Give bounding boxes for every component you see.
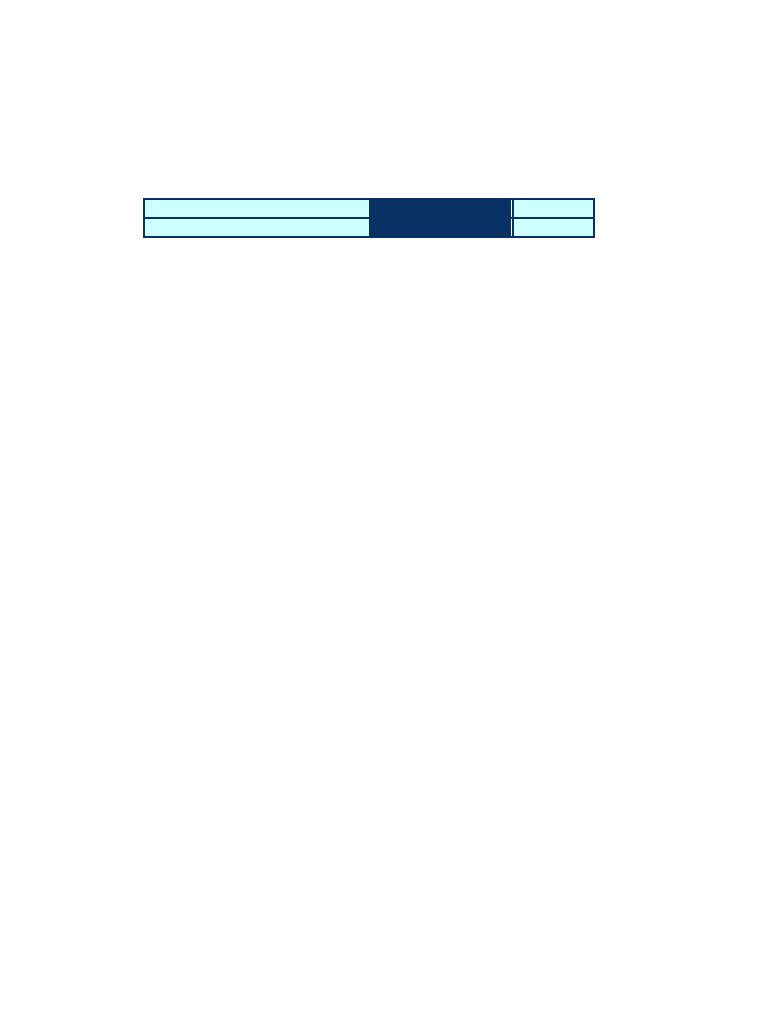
pressure-unit xyxy=(514,218,593,237)
temperature-label xyxy=(145,199,369,218)
environment-row-divider xyxy=(143,217,595,219)
temperature-unit xyxy=(514,199,593,218)
pressure-input[interactable] xyxy=(369,218,511,237)
pressure-label xyxy=(145,218,369,237)
temperature-input[interactable] xyxy=(369,199,511,218)
